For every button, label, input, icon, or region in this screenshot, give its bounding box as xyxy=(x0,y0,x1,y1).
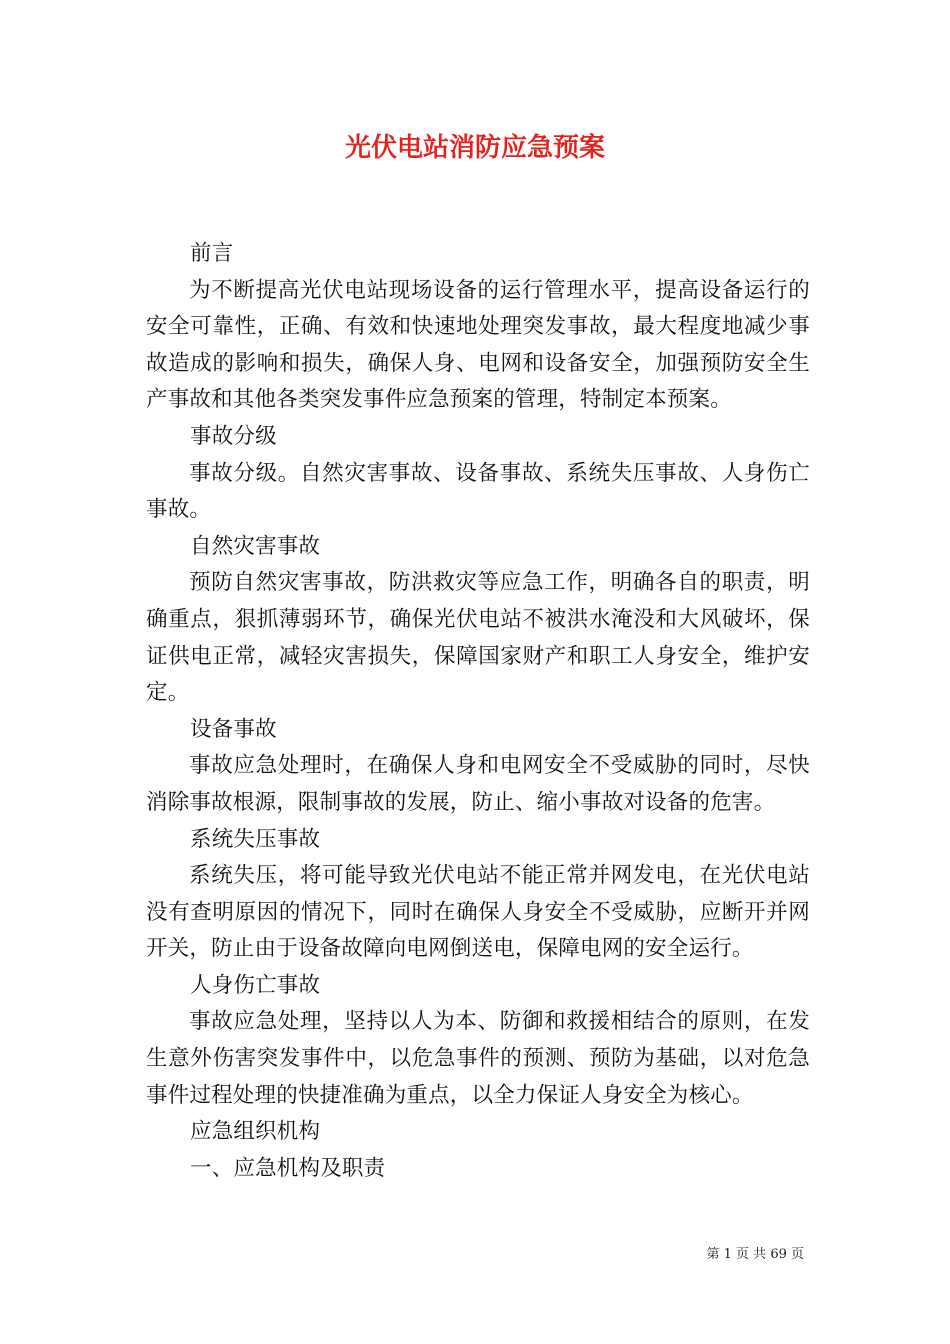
body-paragraph: 为不断提高光伏电站现场设备的运行管理水平，提高设备运行的安全可靠性，正确、有效和快速地处理突发事故，最大程度地减少事故造成的影响和损失，确保人身、电网和设备安全，加强预防安全生产事故和其他各类突发事件应急预案的管理，特制定本预案。 xyxy=(146,277,810,413)
document-title: 光伏电站消防应急预案 xyxy=(344,133,605,163)
document-body xyxy=(146,236,810,1187)
body-paragraph: 系统失压，将可能导致光伏电站不能正常并网发电，在光伏电站没有查明原因的情况下，同时在确保人身安全不受威胁，应断开并网开关，防止由于设备故障向电网倒送电，保障电网的安全运行。 xyxy=(146,863,810,962)
section-heading: 事故分级 xyxy=(190,423,277,449)
section-heading: 设备事故 xyxy=(190,716,277,742)
page-footer: 第 1 页 共 69 页 xyxy=(706,1247,804,1262)
section-heading: 一、应急机构及职责 xyxy=(190,1155,386,1181)
body-paragraph: 事故应急处理时，在确保人身和电网安全不受威胁的同时，尽快消除事故根源，限制事故的发展，防止、缩小事故对设备的危害。 xyxy=(146,753,810,815)
section-heading: 自然灾害事故 xyxy=(190,533,321,559)
body-paragraph: 预防自然灾害事故，防洪救灾等应急工作，明确各自的职责，明确重点，狠抓薄弱环节，确保光伏电站不被洪水淹没和大风破坏，保证供电正常，减轻灾害损失，保障国家财产和职工人身安全，维护安定。 xyxy=(146,570,810,706)
section-heading: 系统失压事故 xyxy=(190,826,321,852)
section-heading: 人身伤亡事故 xyxy=(190,972,321,998)
body-paragraph: 事故应急处理，坚持以人为本、防御和救援相结合的原则，在发生意外伤害突发事件中，以危急事件的预测、预防为基础，以对危急事件过程处理的快捷准确为重点，以全力保证人身安全为核心。 xyxy=(146,1009,810,1108)
section-heading: 应急组织机构 xyxy=(190,1119,321,1145)
section-heading: 前言 xyxy=(190,241,234,266)
body-paragraph: 事故分级。自然灾害事故、设备事故、系统失压事故、人身伤亡事故。 xyxy=(146,460,810,523)
